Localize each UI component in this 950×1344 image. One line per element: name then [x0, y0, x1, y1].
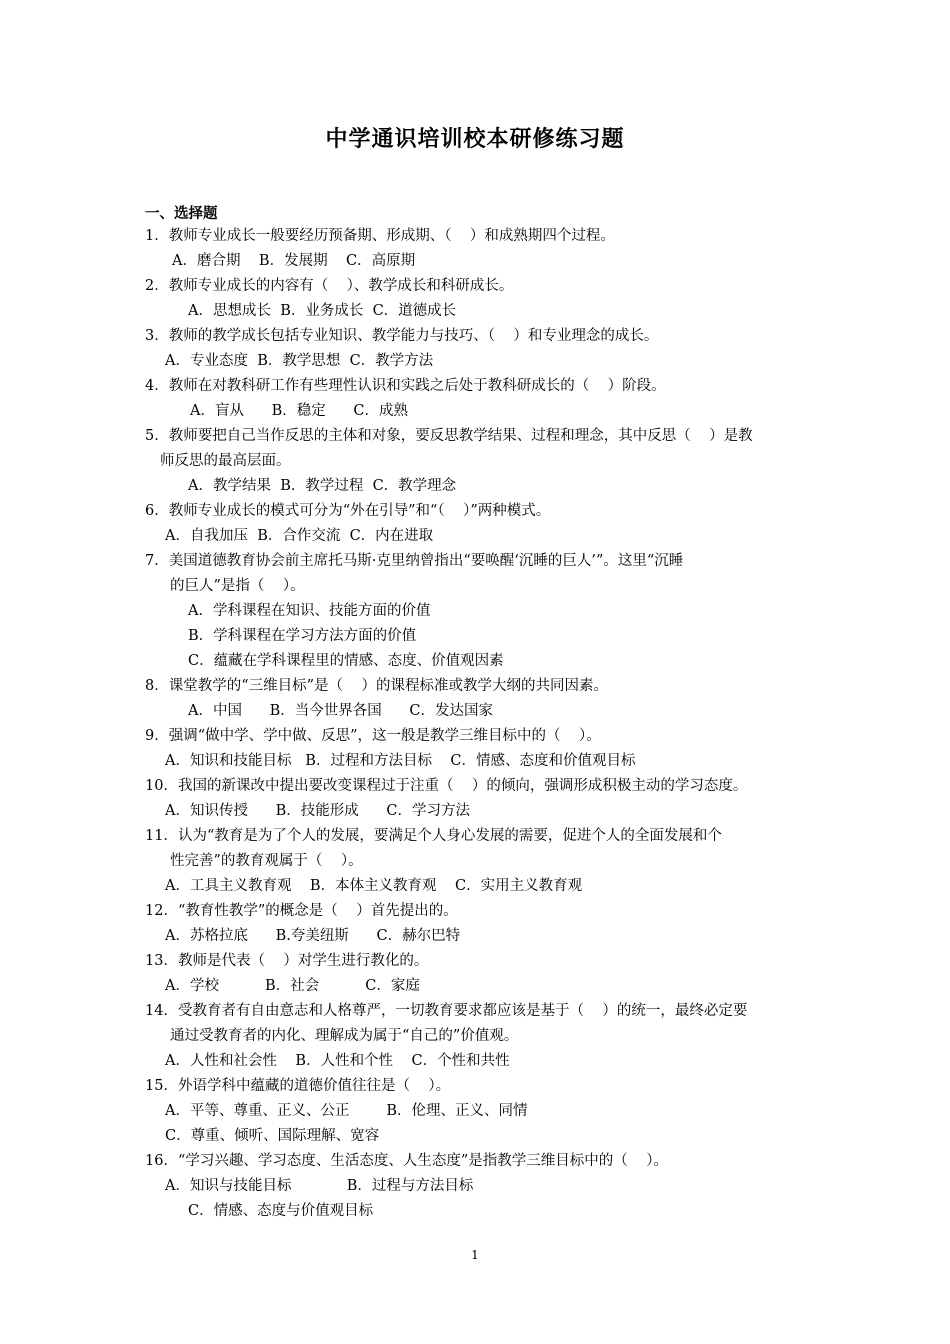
option-line: A．人性和社会性 B．人性和个性 C．个性和共性 [165, 1053, 510, 1069]
question-line: 4．教师在对教科研工作有些理性认识和实践之后处于教科研成长的（ ）阶段。 [145, 378, 666, 394]
question-line: 7．美国道德教育协会前主席托马斯·克里纳曾指出“要唤醒‘沉睡的巨人’”。这里“沉睡 [145, 553, 684, 569]
question-line: 14．受教育者有自由意志和人格尊严，一切教育要求都应该是基于（ ）的统一，最终必定要 [145, 1003, 748, 1019]
page-number: 1 [471, 1248, 479, 1262]
question-line: 6．教师专业成长的模式可分为“外在引导”和“（ ）”两种模式。 [145, 503, 551, 519]
question-line: 10．我国的新课改中提出要改变课程过于注重（ ）的倾向，强调形成积极主动的学习态度。 [145, 778, 748, 794]
question-line: 3．教师的教学成长包括专业知识、教学能力与技巧、（ ）和专业理念的成长。 [145, 328, 659, 344]
option-line: C．情感、态度与价值观目标 [188, 1203, 374, 1219]
page-title: 中学通识培训校本研修练习题 [325, 127, 625, 152]
question-line: 的巨人”是指（ ）。 [170, 578, 305, 594]
option-line: A．学科课程在知识、技能方面的价值 [188, 603, 431, 619]
option-line: A．自我加压 B．合作交流 C．内在进取 [165, 528, 434, 544]
option-line: A．知识和技能目标 B．过程和方法目标 C．情感、态度和价值观目标 [165, 753, 636, 769]
question-line: 8．课堂教学的“三维目标”是（ ）的课程标准或教学大纲的共同因素。 [145, 678, 608, 694]
question-line: 15．外语学科中蕴藏的道德价值往往是（ ）。 [145, 1078, 451, 1094]
question-line: 2．教师专业成长的内容有（ ）、教学成长和科研成长。 [145, 278, 514, 294]
question-line: 通过受教育者的内化、理解成为属于“自己的”价值观。 [170, 1028, 519, 1044]
question-line: 11．认为“教育是为了个人的发展，要满足个人身心发展的需要，促进个人的全面发展和个 [145, 828, 722, 844]
option-line: A．磨合期 B．发展期 C．高原期 [172, 253, 416, 269]
option-line: A．思想成长 B．业务成长 C．道德成长 [188, 303, 457, 319]
question-line: 师反思的最高层面。 [160, 453, 291, 469]
option-line: A．中国 B．当今世界各国 C．发达国家 [188, 703, 494, 719]
option-line: A．教学结果 B．教学过程 C．教学理念 [188, 478, 457, 494]
option-line: A．平等、尊重、正义、公正 B．伦理、正义、同情 [165, 1103, 528, 1119]
question-line: 12．“教育性教学”的概念是（ ）首先提出的。 [145, 903, 458, 919]
question-line: 5．教师要把自己当作反思的主体和对象，要反思教学结果、过程和理念，其中反思（ ）是教 [145, 428, 753, 444]
option-line: A．工具主义教育观 B．本体主义教育观 C．实用主义教育观 [165, 878, 583, 894]
option-line: A．苏格拉底 B.夸美纽斯 C．赫尔巴特 [165, 928, 461, 944]
question-line: 9．强调“做中学、学中做、反思”，这一般是教学三维目标中的（ ）。 [145, 728, 601, 744]
option-line: A．知识传授 B．技能形成 C．学习方法 [165, 803, 471, 819]
question-line: 性完善”的教育观属于（ ）。 [170, 853, 363, 869]
option-line: A．学校 B．社会 C．家庭 [165, 978, 420, 994]
option-line: C．蕴藏在学科课程里的情感、态度、价值观因素 [188, 653, 504, 669]
section-heading: 一、选择题 [145, 206, 218, 222]
question-line: 16．“学习兴趣、学习态度、生活态度、人生态度”是指教学三维目标中的（ ）。 [145, 1153, 668, 1169]
question-line: 1．教师专业成长一般要经历预备期、形成期、（ ）和成熟期四个过程。 [145, 228, 615, 244]
option-line: A．知识与技能目标 B．过程与方法目标 [165, 1178, 474, 1194]
option-line: A．专业态度 B．教学思想 C．教学方法 [165, 353, 434, 369]
option-line: C．尊重、倾听、国际理解、宽容 [165, 1128, 380, 1144]
question-line: 13．教师是代表（ ）对学生进行教化的。 [145, 953, 429, 969]
option-line: B．学科课程在学习方法方面的价值 [188, 628, 417, 644]
option-line: A．盲从 B．稳定 C．成熟 [190, 403, 409, 419]
